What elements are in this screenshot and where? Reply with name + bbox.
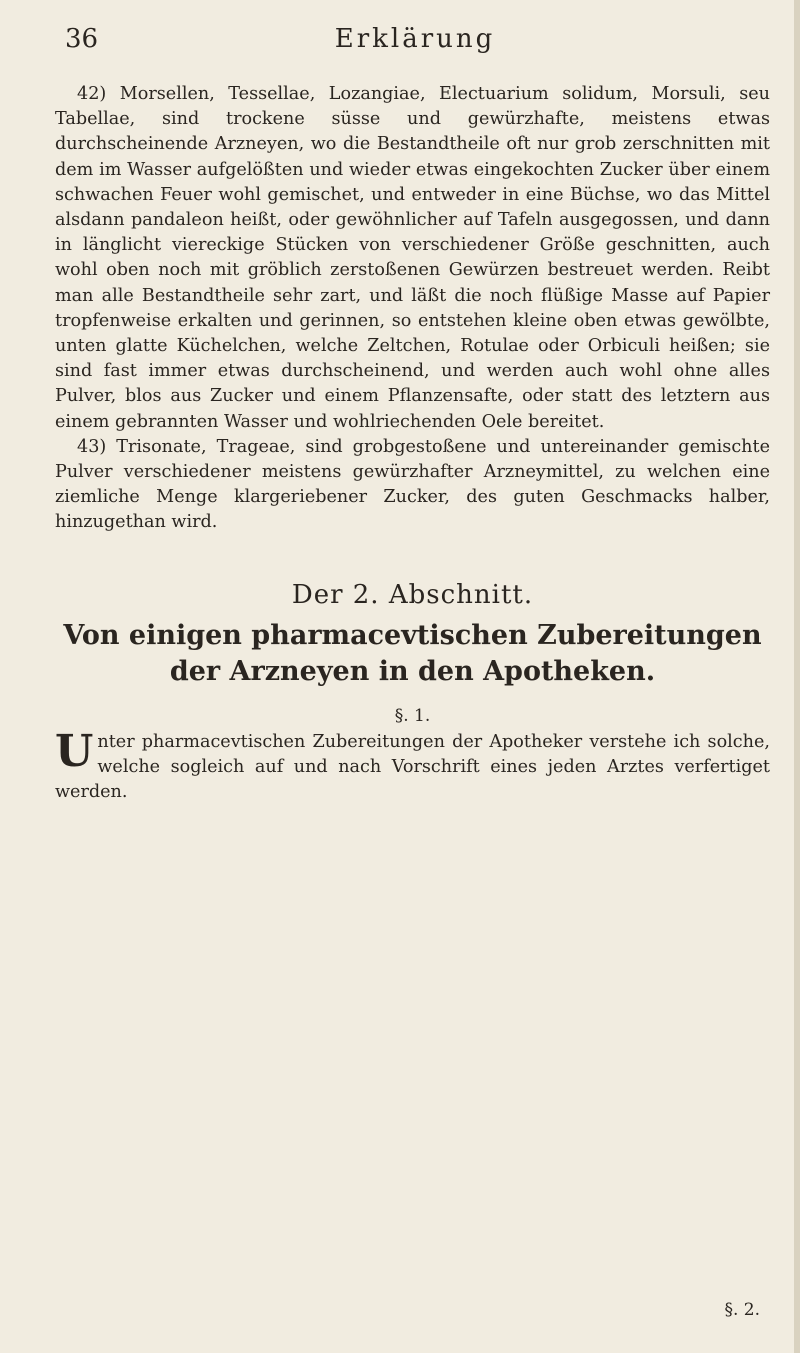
section-paragraph-text: nter pharmacevtischen Zubereitungen der Apotheker verstehe ich solche, welche sogleich auf und nach Vorschrift eines jeden Arztes verfertiget werden. [55,731,770,803]
page-header [65,24,765,64]
catchword: §. 2. [724,1300,760,1320]
page-number: 36 [65,24,99,54]
paragraph-42: 42) Morsellen, Tessellae, Lozangiae, Electuarium solidum, Morsuli, seu Tabellae, sind trockene süsse und gewürzhafte, meistens etwas durchscheinende Arzneyen, wo die Bestandtheile oft nur grob zerschnitten mit dem im Wasser aufgelößten und wieder etwas eingekochten Zucker über einem schwachen Feuer wohl gemischet, und entweder in eine Büchse, wo das Mittel alsdann pandaleon heißt, oder gewöhnlicher auf Tafeln ausgegossen, und dann in länglicht viereckige Stücken von verschiedener Größe geschnitten, auch wohl oben noch mit gröblich zerstoßenen Gewürzen bestreuet werden. Reibt man alle Bestandtheile sehr zart, und läßt die noch flüßige Masse auf Papier tropfenweise erkalten und gerinnen, so entstehen kleine oben etwas gewölbte, unten glatte Küchelchen, welche Zeltchen, Rotulae oder Orbiculi heißen; sie sind fast immer etwas durchscheinend, und werden auch wohl ohne alles Pulver, blos aus Zucker und einem Pflanzensafte, oder statt des letztern aus einem gebrannten Wasser und wohlriechenden Oele bereitet. [55,84,770,432]
running-title: Erklärung [334,24,496,54]
page-edge [794,0,800,1353]
drop-cap: U [55,725,94,777]
section-title: Der 2. Abschnitt. [291,579,534,610]
paragraph-43: 43) Trisonate, Trageae, sind grobgestoßene und untereinander gemischte Pulver verschiedener meistens gewürzhafter Arzneymittel, zu welchen eine ziemliche Menge klargeriebener Zucker, des guten Geschmacks halber, hinzugethan wird. [55,436,770,533]
section-subtitle-line2: der Arzneyen in den Apotheken. [169,655,656,687]
page-body [55,82,770,805]
section-subtitle-line1: Von einigen pharmacevtischen Zubereitungen [63,619,762,651]
section-subtitle [55,618,770,690]
section-mark: §. 1. [394,705,431,726]
section-paragraph [55,725,770,806]
